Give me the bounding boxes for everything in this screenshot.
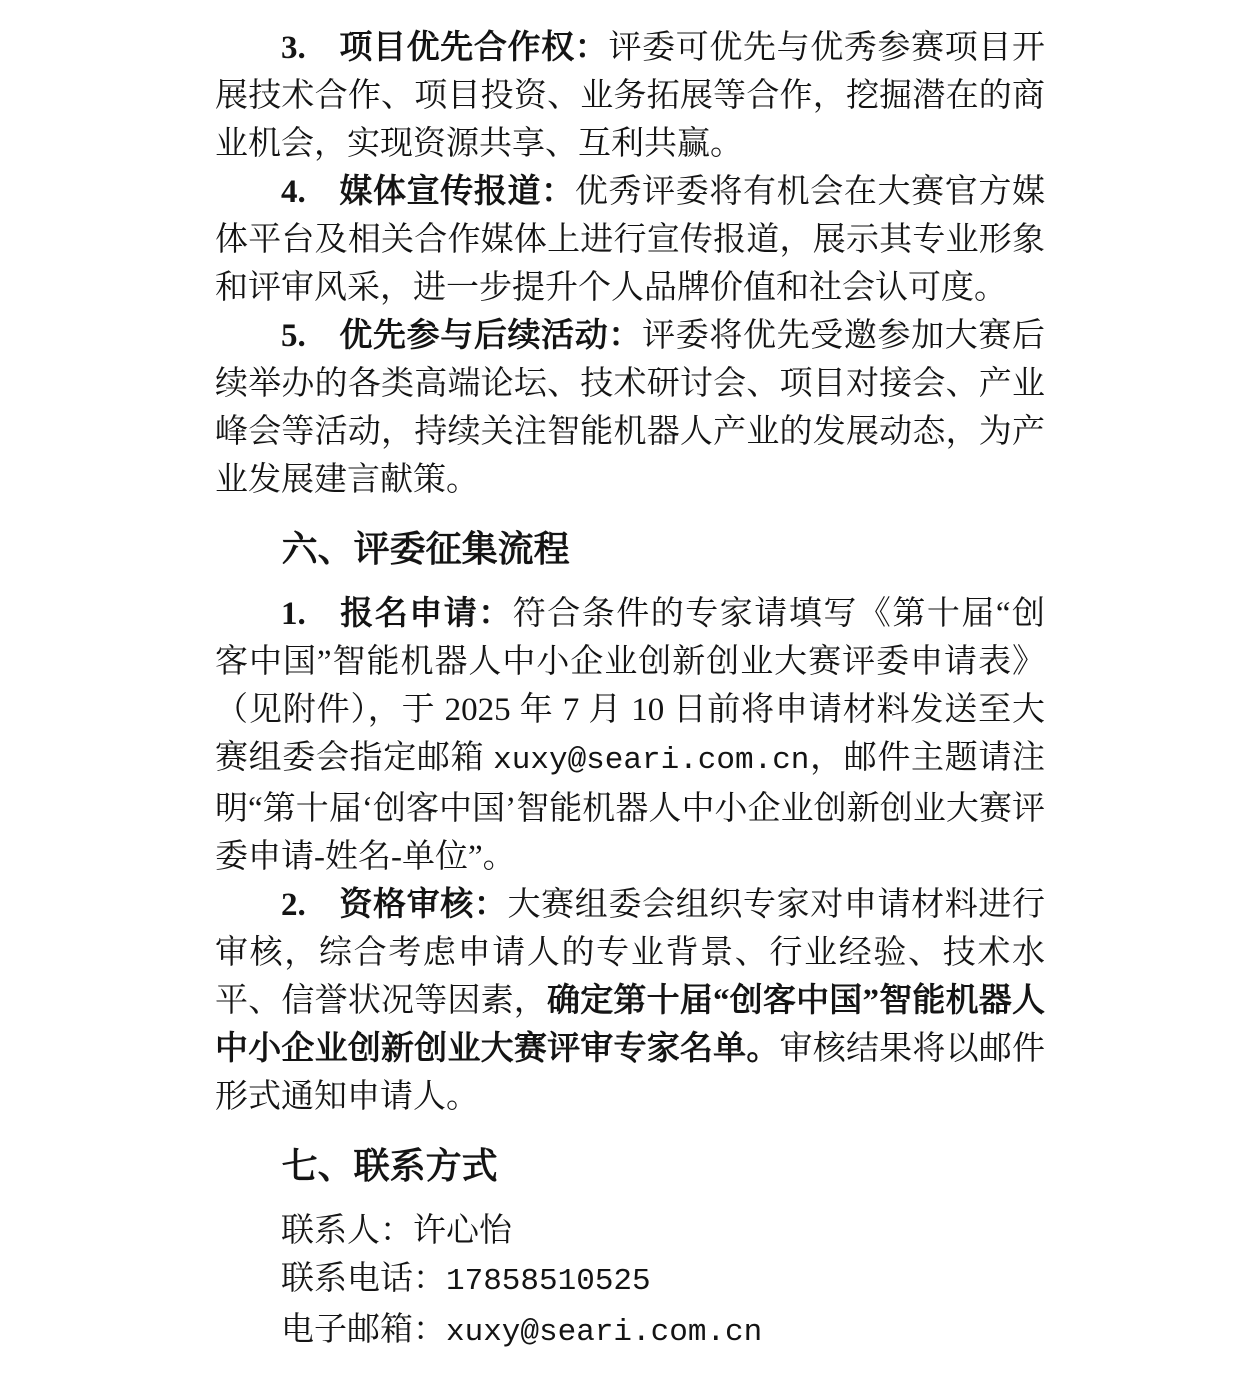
contact-person-line: [215, 1207, 1045, 1255]
benefit-item-4-media-coverage: [215, 168, 1045, 312]
text-segment: 审核结果将以邮件形式通知申请人。: [215, 1031, 1046, 1115]
text-segment: 评委可优先与优秀参赛项目开展技术合作、项目投资、业务拓展等合作，挖掘潜在的商业机会，实现资源共享、互利共赢。: [215, 30, 1046, 162]
section-7-heading-contact-info: [215, 1141, 1045, 1191]
contact-email-line: [215, 1306, 1045, 1357]
benefit-item-5-followup-activities: [215, 312, 1045, 504]
document-content: [215, 24, 1045, 1357]
text-segment: 联系人：许心怡: [281, 1213, 512, 1249]
section-6-heading-judge-recruitment-process: [215, 524, 1045, 574]
text-segment: 评委将优先受邀参加大赛后续举办的各类高端论坛、技术研讨会、项目对接会、产业峰会等活动，持续关注智能机器人产业的发展动态，为产业发展建言献策。: [215, 318, 1046, 498]
process-step-1-application: [215, 590, 1045, 881]
text-segment: 大赛组委会组织专家对申请材料进行审核，综合考虑申请人的专业背景、行业经验、技术水平、信誉状况等因素，: [215, 887, 1046, 1019]
text-segment: xuxy@seari.com.cn: [493, 743, 810, 778]
text-segment: 4. 媒体宣传报道：: [281, 174, 575, 210]
text-segment: 确定第十届“创客中国”智能机器人中小企业创新创业大赛评审专家名单。: [215, 983, 1046, 1067]
text-segment: 电子邮箱：: [281, 1312, 446, 1348]
text-segment: 七、联系方式: [281, 1145, 498, 1186]
text-segment: 1. 报名申请：: [281, 596, 513, 632]
text-segment: 六、评委征集流程: [281, 528, 570, 569]
text-segment: 5. 优先参与后续活动：: [281, 318, 643, 354]
text-segment: 优秀评委将有机会在大赛官方媒体平台及相关合作媒体上进行宣传报道，展示其专业形象和评审风采，进一步提升个人品牌价值和社会认可度。: [215, 174, 1046, 306]
text-segment: 联系电话：: [281, 1261, 446, 1297]
benefit-item-3-project-cooperation: [215, 24, 1045, 168]
text-segment: 2. 资格审核：: [281, 887, 508, 923]
text-segment: 符合条件的专家请填写《第十届“创客中国”智能机器人中小企业创新创业大赛评委申请表》（见附件），于 2025 年 7 月 10 日前将申请材料发送至大赛组委会指定邮箱: [215, 596, 1045, 776]
text-segment: 17858510525: [446, 1264, 651, 1299]
text-segment: ，邮件主题请注明“第十届‘创客中国’智能机器人中小企业创新创业大赛评委申请-姓名-单位”。: [215, 740, 1046, 875]
process-step-2-qualification-review: [215, 881, 1045, 1121]
contact-phone-line: [215, 1255, 1045, 1306]
text-segment: 3. 项目优先合作权：: [281, 30, 609, 66]
text-segment: xuxy@seari.com.cn: [446, 1315, 763, 1350]
